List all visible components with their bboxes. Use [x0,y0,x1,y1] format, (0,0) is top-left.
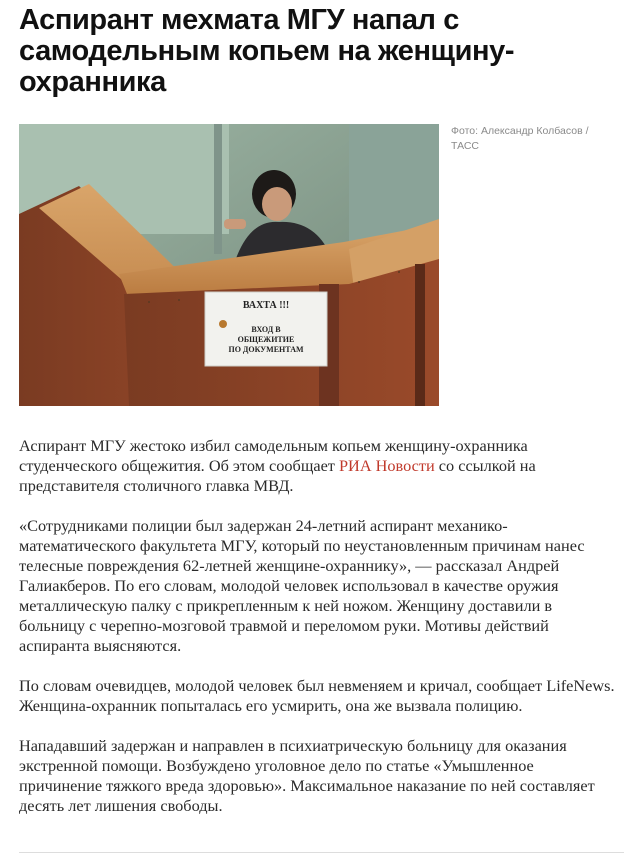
paragraph-1-text-start: Аспирант МГУ жестоко избил самодельным копьем женщину-охранника студенческого общежития. Об этом сообщает [19,436,528,475]
paragraph-4: Нападавший задержан и направлен в психиатрическую больницу для оказания экстренной помощи. Возбуждено уголовное дело по статье «Умышленное причинение тяжкого вреда здоровью». Максимальное наказание по ней составляет десять лет лишения свободы. [19,736,595,815]
sign-line-3: ОБЩЕЖИТИЕ [237,335,295,344]
sign-line-1: ВАХТА !!! [242,300,290,311]
photo-illustration [19,124,439,406]
article [19,0,624,836]
source-link-ria[interactable]: РИА Новости [339,456,435,475]
bottom-divider [19,852,624,853]
sign-line-4: ПО ДОКУМЕНТАМ [228,345,304,354]
photo-caption: Фото: Александр Колбасов / ТАСС [451,125,589,152]
paragraph-3: По словам очевидцев, молодой человек был невменяем и кричал, сообщает LifeNews. Женщина-охранник попыталась его усмирить, она же вызвала полицию. [19,676,615,715]
paragraph-1 [19,436,619,496]
article-title: Аспирант мехмата МГУ напал с самодельным копьем на женщину-охранника [19,4,515,98]
article-body [19,436,619,816]
article-photo[interactable] [19,124,439,406]
sign-line-2: ВХОД В [251,325,281,334]
paragraph-2: «Сотрудниками полиции был задержан 24-летний аспирант механико-математического факультета МГУ, который по неустановленным причинам нанес телесные повреждения 62-летней женщине-охраннику», — рассказал Андрей Галиакберов. По его словам, молодой человек использовал в качестве оружия металлическую палку с прикрепленным к ней ножом. Женщину доставили в больницу с черепно-мозговой травмой и переломом руки. Мотивы действий аспиранта выясняются. [19,516,585,655]
article-figure [19,124,624,406]
paragraph-1-text-end: со ссылкой на представителя столичного главка МВД. [19,456,536,495]
